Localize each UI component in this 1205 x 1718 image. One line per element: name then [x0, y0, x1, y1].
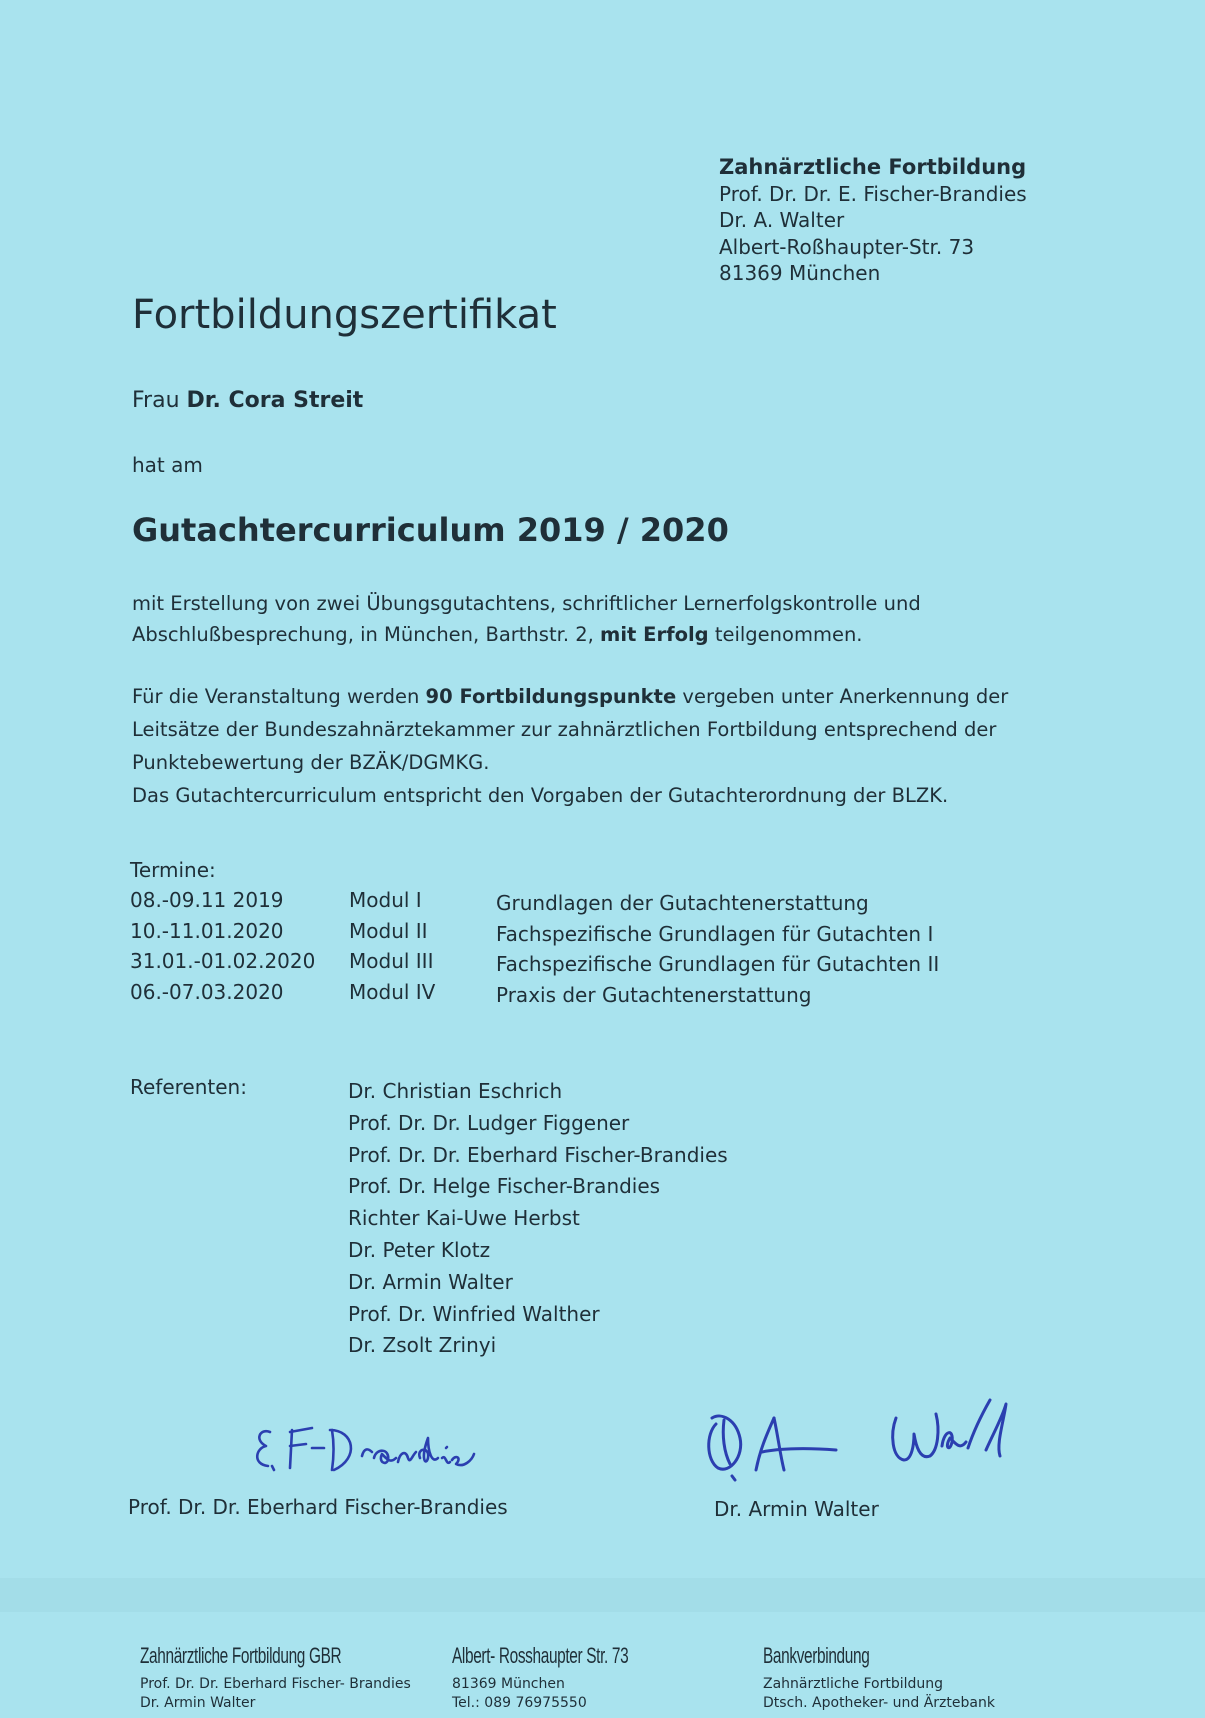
- termine-module: Modul III: [349, 949, 434, 973]
- footer-bank-heading: Bankverbindung: [763, 1643, 870, 1668]
- referent-name: Dr. Zsolt Zrinyi: [348, 1333, 497, 1358]
- sender-street: Albert-Roßhaupter-Str. 73: [719, 234, 975, 259]
- footer-bank: [763, 1643, 995, 1713]
- recipient: [132, 388, 363, 413]
- termine-date: 31.01.-01.02.2020: [130, 949, 316, 973]
- signatory-name-right: Dr. Armin Walter: [714, 1497, 879, 1521]
- footer-bank-line: Zahnärztliche Fortbildung: [763, 1676, 944, 1692]
- termine-module: Modul IV: [349, 979, 436, 1004]
- referent-name: Dr. Peter Klotz: [348, 1237, 491, 1262]
- termine-topic: Fachspezifische Grundlagen für Gutachten I: [496, 921, 934, 946]
- footer-address-line: Tel.: 089 76975550: [452, 1695, 587, 1711]
- signatory-name-left: Prof. Dr. Dr. Eberhard Fischer-Brandies: [128, 1495, 508, 1519]
- referent-name: Richter Kai-Uwe Herbst: [348, 1206, 580, 1231]
- referenten-list: [348, 1076, 728, 1362]
- paragraph-completion: [132, 588, 1132, 650]
- termine-topic: Praxis der Gutachtenerstattung: [496, 982, 812, 1007]
- footer-company-line: Prof. Dr. Dr. Eberhard Fischer- Brandies: [140, 1676, 411, 1692]
- referent-name: Dr. Armin Walter: [348, 1269, 513, 1294]
- referent-name: Prof. Dr. Winfried Walther: [348, 1301, 600, 1326]
- sender-line-1: Prof. Dr. Dr. E. Fischer-Brandies: [719, 181, 1027, 206]
- footer-company-line: Dr. Armin Walter: [140, 1695, 256, 1711]
- termine-label: Termine:: [130, 858, 216, 882]
- footer-address: [452, 1643, 704, 1713]
- referent-name: Prof. Dr. Helge Fischer-Brandies: [348, 1174, 661, 1199]
- termine-module: Modul II: [349, 918, 428, 943]
- paragraph-points: [132, 680, 1132, 812]
- paragraph-completion-line-2: [132, 619, 1132, 650]
- page-title: Fortbildungszertifikat: [132, 292, 557, 338]
- participated-at: hat am: [132, 453, 203, 477]
- paragraph-points-line-1: [132, 680, 1132, 713]
- termine-module: Modul I: [349, 888, 422, 912]
- sender-city: 81369 München: [719, 261, 881, 285]
- termine-date: 06.-07.03.2020: [130, 979, 284, 1004]
- referent-name: Prof. Dr. Dr. Eberhard Fischer-Brandies: [348, 1142, 728, 1167]
- course-title: Gutachtercurriculum 2019 / 2020: [132, 511, 729, 549]
- points-intro: Für die Veranstaltung werden: [132, 685, 420, 708]
- footer-address-heading: Albert- Rosshaupter Str. 73: [452, 1643, 629, 1668]
- referent-name: Dr. Christian Eschrich: [348, 1079, 563, 1103]
- success-emphasis: mit Erfolg: [600, 623, 709, 646]
- termine-topic: Grundlagen der Gutachtenerstattung: [496, 891, 869, 915]
- signature-walter: [700, 1390, 1020, 1500]
- paragraph-completion-end: teilgenommen.: [714, 623, 863, 646]
- paragraph-completion-line-1: mit Erstellung von zwei Übungsgutachtens, schriftlicher Lernerfolgskontrolle und: [132, 592, 921, 615]
- points-outro: vergeben unter Anerkennung der: [682, 685, 1009, 708]
- footer-company: [140, 1643, 428, 1713]
- paragraph-completion-text: Abschlußbesprechung, in München, Barthstr. 2,: [132, 623, 594, 646]
- recipient-salutation: Frau: [132, 388, 180, 413]
- sender-line-2: Dr. A. Walter: [719, 208, 845, 232]
- footer-address-line: 81369 München: [452, 1676, 565, 1692]
- referenten-label: Referenten:: [130, 1075, 247, 1099]
- footer-company-heading: Zahnärztliche Fortbildung GBR: [140, 1643, 342, 1668]
- referent-name: Prof. Dr. Dr. Ludger Figgener: [348, 1110, 630, 1135]
- paragraph-points-line-2: Leitsätze der Bundeszahnärztekammer zur zahnärztlichen Fortbildung entsprechend der: [132, 718, 997, 741]
- paragraph-points-line-4: Das Gutachtercurriculum entspricht den Vorgaben der Gutachterordnung der BLZK.: [132, 784, 949, 807]
- sender-address: [719, 154, 1027, 287]
- paper-band: [0, 1578, 1205, 1612]
- footer-bank-line: Dtsch. Apotheker- und Ärztebank: [763, 1695, 995, 1711]
- sender-org: Zahnärztliche Fortbildung: [719, 155, 1027, 179]
- recipient-name: Dr. Cora Streit: [186, 388, 364, 413]
- termine-topic: Fachspezifische Grundlagen für Gutachten II: [496, 952, 940, 976]
- points-emphasis: 90 Fortbildungspunkte: [425, 685, 677, 708]
- termine-date: 10.-11.01.2020: [130, 918, 284, 943]
- paragraph-points-line-3: Punktebewertung der BZÄK/DGMKG.: [132, 751, 490, 774]
- signature-fischer-brandies: [250, 1418, 520, 1498]
- termine-date: 08.-09.11 2019: [130, 888, 284, 912]
